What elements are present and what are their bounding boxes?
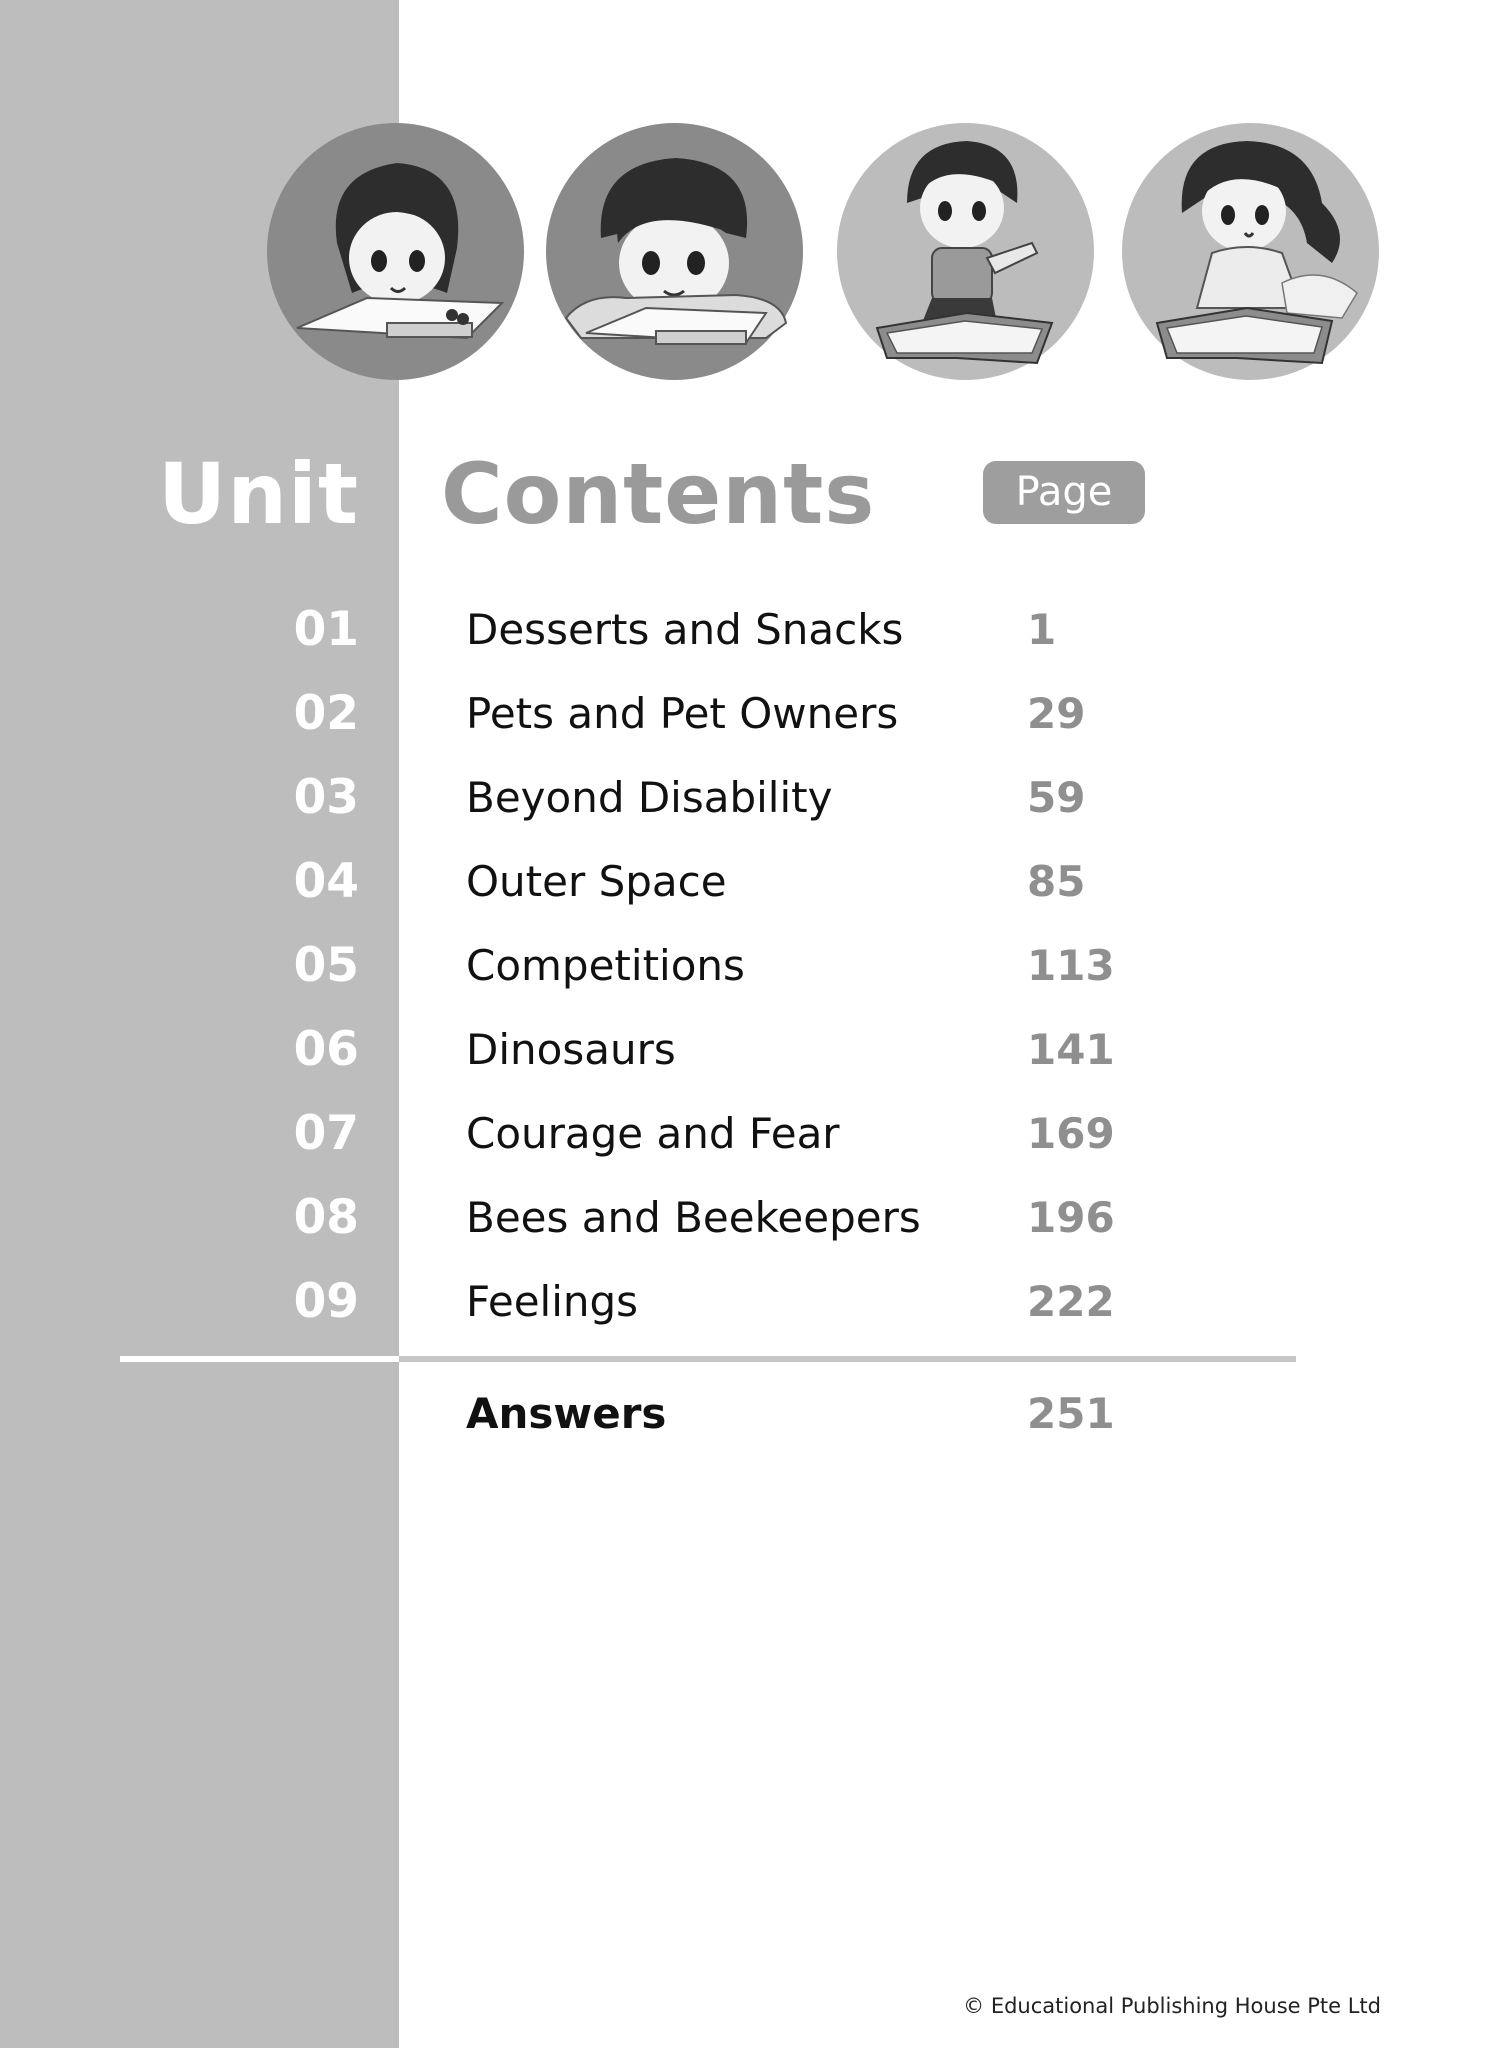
unit-number: 07 (293, 1106, 359, 1161)
unit-number: 01 (293, 602, 359, 657)
page-number: 59 (1027, 773, 1086, 822)
unit-number: 02 (293, 686, 359, 741)
unit-title: Feelings (466, 1277, 639, 1326)
toc-row (0, 1176, 1497, 1260)
copyright-notice: © Educational Publishing House Pte Ltd (963, 1994, 1381, 2018)
contents-heading: Contents (441, 445, 876, 543)
girl-reading-book-icon (1122, 123, 1379, 380)
unit-title: Dinosaurs (466, 1025, 676, 1074)
toc-row (0, 756, 1497, 840)
page-number: 169 (1027, 1109, 1115, 1158)
unit-title: Competitions (466, 941, 745, 990)
unit-title: Outer Space (466, 857, 727, 906)
unit-number: 08 (293, 1190, 359, 1245)
toc-row (0, 1092, 1497, 1176)
toc-row (0, 924, 1497, 1008)
toc-row (0, 588, 1497, 672)
page-number: 113 (1027, 941, 1115, 990)
answers-page-number: 251 (1027, 1389, 1115, 1438)
page-number: 141 (1027, 1025, 1115, 1074)
toc-row (0, 672, 1497, 756)
page-number: 222 (1027, 1277, 1115, 1326)
unit-number: 03 (293, 770, 359, 825)
unit-number: 09 (293, 1274, 359, 1329)
answers-row (0, 1372, 1497, 1456)
unit-title: Beyond Disability (466, 773, 833, 822)
girl-writing-icon (267, 123, 524, 380)
toc-row (0, 840, 1497, 924)
divider-line (399, 1356, 1296, 1362)
page-number: 85 (1027, 857, 1086, 906)
page-heading-badge: Page (983, 461, 1145, 524)
unit-title: Desserts and Snacks (466, 605, 904, 654)
boy-writing-icon (546, 123, 803, 380)
boy-reading-book-icon (837, 123, 1094, 380)
page-number: 196 (1027, 1193, 1115, 1242)
toc-row (0, 1008, 1497, 1092)
unit-title: Bees and Beekeepers (466, 1193, 921, 1242)
unit-title: Pets and Pet Owners (466, 689, 899, 738)
unit-number: 04 (293, 854, 359, 909)
page-number: 1 (1027, 605, 1057, 654)
page-number: 29 (1027, 689, 1086, 738)
unit-title: Courage and Fear (466, 1109, 840, 1158)
toc-row (0, 1260, 1497, 1344)
unit-number: 06 (293, 1022, 359, 1077)
answers-title: Answers (466, 1389, 667, 1438)
unit-number: 05 (293, 938, 359, 993)
unit-heading: Unit (158, 445, 359, 543)
divider-line (120, 1356, 399, 1362)
